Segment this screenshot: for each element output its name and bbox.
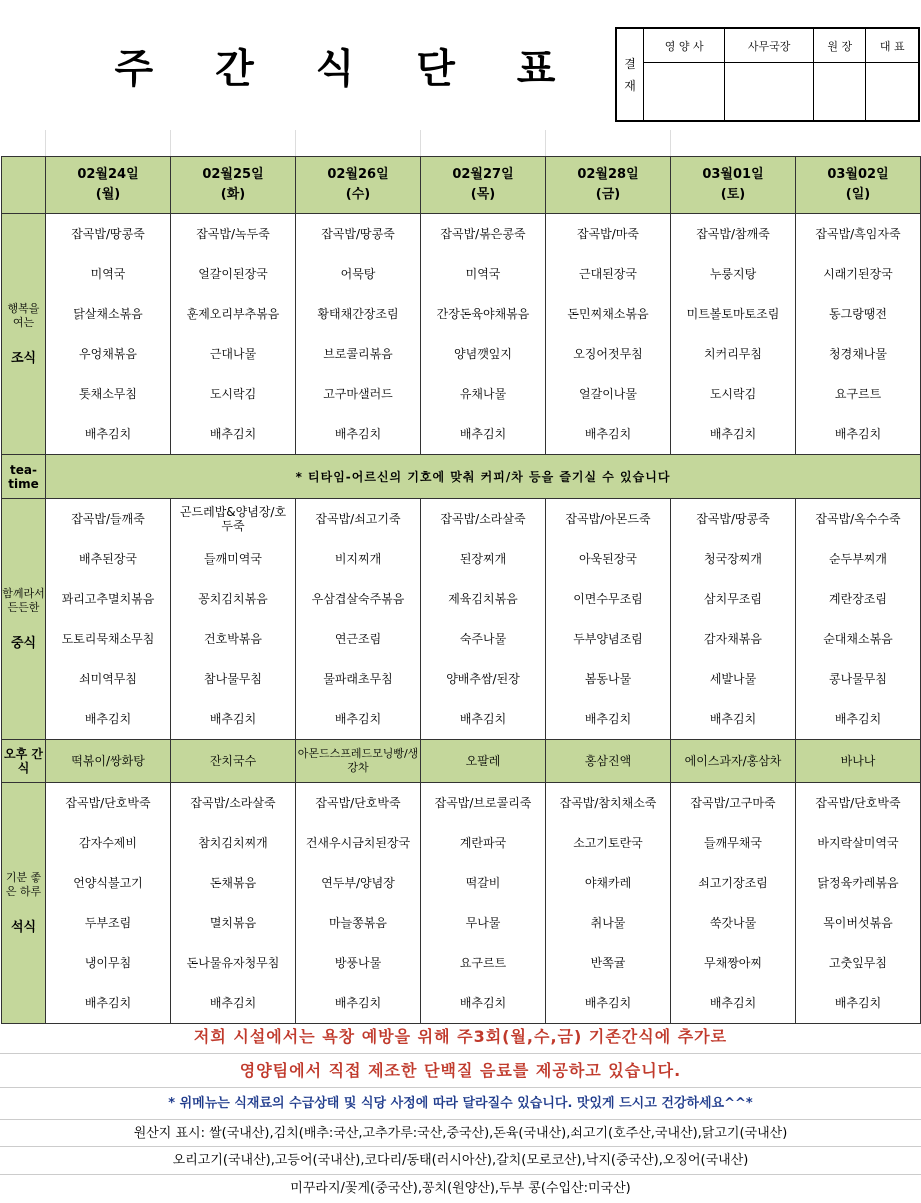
- menu-item: 누룽지탕: [709, 267, 757, 281]
- menu-item: 배추김치: [334, 996, 382, 1010]
- menu-item: 요구르트: [834, 387, 882, 401]
- menu-item: 들깨무채국: [704, 836, 762, 850]
- menu-item: 취나물: [590, 916, 626, 930]
- menu-item: 배추김치: [584, 712, 632, 726]
- menu-item: 무채짱아찌: [704, 956, 762, 970]
- menu-item: 참나물무침: [204, 672, 262, 686]
- menu-item: 물파래초무침: [323, 672, 393, 686]
- menu-item: 잡곡밥/들깨죽: [71, 512, 145, 526]
- day-header: 02월27일 (목): [421, 157, 546, 214]
- menu-item: 떡갈비: [465, 876, 501, 890]
- menu-item: 된장찌개: [459, 552, 507, 566]
- menu-item: 도토리묵채소무침: [61, 632, 155, 646]
- dinner-day-cell: [546, 783, 671, 1024]
- menu-item: 순대채소볶음: [823, 632, 893, 646]
- menu-item: 마늘쫑볶음: [329, 916, 387, 930]
- corner-cell: [2, 157, 46, 214]
- menu-item: 배추김치: [334, 712, 382, 726]
- menu-item: 잡곡밥/땅콩죽: [71, 227, 145, 241]
- menu-item: 제육김치볶음: [448, 592, 518, 606]
- origin-line-1: 원산지 표시: 쌀(국내산),김치(배추:국산,고추가루:국산,중국산),돈육(국내산),쇠고기(호주산,국내산),닭고기(국내산): [0, 1120, 921, 1147]
- dinner-day-cell: [171, 783, 296, 1024]
- menu-item: 배추김치: [584, 427, 632, 441]
- lunch-label: 함께라서 든든한 중식: [2, 499, 46, 740]
- menu-item: 잡곡밥/단호박죽: [65, 796, 151, 810]
- dinner-day-cell: [796, 783, 921, 1024]
- menu-item: 연두부/양념장: [321, 876, 395, 890]
- menu-item: 계란장조림: [829, 592, 887, 606]
- menu-item: 닭정육카레볶음: [817, 876, 899, 890]
- menu-item: 유채나물: [459, 387, 507, 401]
- snack-item: 잔치국수: [171, 740, 296, 783]
- menu-item: 배추김치: [709, 427, 757, 441]
- menu-item: 청경채나물: [829, 347, 887, 361]
- approval-role: 영 양 사: [644, 29, 725, 63]
- teatime-text: * 티타임-어르신의 기호에 맞춰 커피/차 등을 즐기실 수 있습니다: [46, 455, 921, 499]
- menu-item: 감자수제비: [79, 836, 137, 850]
- menu-item: 배추김치: [459, 996, 507, 1010]
- snack-item: 홍삼진액: [546, 740, 671, 783]
- menu-item: 두부양념조림: [573, 632, 643, 646]
- menu-item: 두부조림: [84, 916, 132, 930]
- approval-role: 원 장: [813, 29, 865, 63]
- menu-item: 곤드레밥&양념장/호두죽: [179, 505, 287, 533]
- breakfast-day-cell: [296, 214, 421, 455]
- signature-cell[interactable]: [644, 63, 725, 121]
- menu-item: 미역국: [465, 267, 501, 281]
- breakfast-day-cell: [46, 214, 171, 455]
- dinner-day-cell: [296, 783, 421, 1024]
- lunch-day-cell: [46, 499, 171, 740]
- menu-item: 배추김치: [834, 427, 882, 441]
- menu-item: 배추김치: [209, 712, 257, 726]
- menu-item: 쇠고기장조림: [698, 876, 768, 890]
- snack-label: 오후 간식: [2, 740, 46, 783]
- menu-item: 배추김치: [84, 712, 132, 726]
- breakfast-day-cell: [421, 214, 546, 455]
- menu-item: 콩나물무침: [829, 672, 887, 686]
- signature-cell[interactable]: [813, 63, 865, 121]
- menu-item: 배추김치: [459, 427, 507, 441]
- teatime-row: [2, 455, 921, 499]
- notice-line-3: * 위메뉴는 식재료의 수급상태 및 식당 사정에 따라 달라질수 있습니다. 맛있게 드시고 건강하세요^^*: [0, 1088, 921, 1120]
- page-title: 주 간 식 단 표: [114, 45, 580, 92]
- menu-item: 양배추쌈/된장: [446, 672, 520, 686]
- menu-item: 닭살채소볶음: [73, 307, 143, 321]
- menu-item: 감자채볶음: [704, 632, 762, 646]
- snack-row: [2, 740, 921, 783]
- menu-item: 잡곡밥/참깨죽: [696, 227, 770, 241]
- menu-item: 어묵탕: [340, 267, 376, 281]
- menu-item: 멸치볶음: [209, 916, 257, 930]
- menu-item: 동그랑땡전: [829, 307, 887, 321]
- menu-item: 목이버섯볶음: [823, 916, 893, 930]
- menu-item: 잡곡밥/녹두죽: [196, 227, 270, 241]
- menu-item: 잡곡밥/옥수수죽: [815, 512, 901, 526]
- menu-item: 잡곡밥/마죽: [576, 227, 639, 241]
- weekly-menu-table: [1, 156, 921, 1024]
- menu-item: 아욱된장국: [579, 552, 637, 566]
- menu-item: 봄동나물: [584, 672, 632, 686]
- menu-item: 톳채소무침: [79, 387, 137, 401]
- menu-item: 배추된장국: [79, 552, 137, 566]
- origin-line-2: 오리고기(국내산),고등어(국내산),코다리/동태(러시아산),갈치(모로코산),낙지(중국산),오징어(국내산): [0, 1147, 921, 1175]
- approval-role: 사무국장: [725, 29, 814, 63]
- menu-item: 삼치무조림: [704, 592, 762, 606]
- menu-item: 근대나물: [209, 347, 257, 361]
- snack-item: 아몬드스프레드모닝빵/생강차: [296, 740, 421, 783]
- menu-item: 우엉채볶음: [79, 347, 137, 361]
- menu-item: 미역국: [90, 267, 126, 281]
- menu-item: 잡곡밥/단호박죽: [815, 796, 901, 810]
- menu-item: 참치김치찌개: [198, 836, 268, 850]
- menu-item: 브로콜리볶음: [323, 347, 393, 361]
- approval-role: 대 표: [866, 29, 919, 63]
- menu-item: 잡곡밥/땅콩죽: [696, 512, 770, 526]
- dinner-day-cell: [46, 783, 171, 1024]
- menu-item: 잡곡밥/소라살죽: [440, 512, 526, 526]
- menu-item: 배추김치: [709, 996, 757, 1010]
- breakfast-day-cell: [546, 214, 671, 455]
- menu-item: 건새우시금치된장국: [305, 836, 411, 850]
- menu-item: 고춧잎무침: [829, 956, 887, 970]
- lunch-row: [2, 499, 921, 740]
- menu-item: 들깨미역국: [204, 552, 262, 566]
- day-header: 02월28일 (금): [546, 157, 671, 214]
- dinner-label: 기분 좋은 하루 석식: [2, 783, 46, 1024]
- menu-item: 반쪽귤: [590, 956, 626, 970]
- menu-item: 돈나물유자청무침: [186, 956, 280, 970]
- menu-item: 잡곡밥/고구마죽: [690, 796, 776, 810]
- day-header: 02월24일 (월): [46, 157, 171, 214]
- menu-item: 배추김치: [84, 427, 132, 441]
- signature-cell[interactable]: [866, 63, 919, 121]
- menu-item: 무나물: [465, 916, 501, 930]
- teatime-label: tea-time: [2, 455, 46, 499]
- menu-item: 얼갈이나물: [579, 387, 637, 401]
- menu-item: 도시락김: [209, 387, 257, 401]
- menu-item: 배추김치: [84, 996, 132, 1010]
- menu-item: 비지찌개: [334, 552, 382, 566]
- menu-item: 배추김치: [584, 996, 632, 1010]
- lunch-day-cell: [171, 499, 296, 740]
- day-header: 03월02일 (일): [796, 157, 921, 214]
- notice-line-2: 영양팀에서 직접 제조한 단백질 음료를 제공하고 있습니다.: [0, 1054, 921, 1088]
- menu-item: 계란파국: [459, 836, 507, 850]
- menu-item: 꽈리고추멸치볶음: [61, 592, 155, 606]
- snack-item: 에이스과자/홍삼차: [671, 740, 796, 783]
- breakfast-row: [2, 214, 921, 455]
- lunch-day-cell: [421, 499, 546, 740]
- lunch-day-cell: [546, 499, 671, 740]
- day-header: 02월26일 (수): [296, 157, 421, 214]
- menu-item: 배추김치: [209, 996, 257, 1010]
- menu-item: 배추김치: [334, 427, 382, 441]
- menu-item: 치커리무침: [704, 347, 762, 361]
- menu-item: 배추김치: [834, 712, 882, 726]
- menu-item: 이면수무조림: [573, 592, 643, 606]
- approval-box: [615, 27, 920, 122]
- menu-item: 쇠미역무침: [79, 672, 137, 686]
- menu-item: 잡곡밥/흑임자죽: [815, 227, 901, 241]
- menu-item: 바지락살미역국: [817, 836, 899, 850]
- menu-item: 오징어젓무침: [573, 347, 643, 361]
- menu-item: 요구르트: [459, 956, 507, 970]
- menu-item: 잡곡밥/땅콩죽: [321, 227, 395, 241]
- breakfast-day-cell: [796, 214, 921, 455]
- approval-label: 결 재: [617, 29, 644, 121]
- menu-item: 방풍나물: [334, 956, 382, 970]
- menu-item: 잡곡밥/아몬드죽: [565, 512, 651, 526]
- menu-item: 소고기토란국: [573, 836, 643, 850]
- menu-item: 배추김치: [459, 712, 507, 726]
- lunch-day-cell: [796, 499, 921, 740]
- menu-item: 냉이무침: [84, 956, 132, 970]
- origin-line-3: 미꾸라지/꽃게(중국산),꽁치(원양산),두부 콩(수입산:미국산): [290, 1181, 631, 1196]
- menu-item: 언양식불고기: [73, 876, 143, 890]
- menu-item: 꽁치김치볶음: [198, 592, 268, 606]
- date-header-row: [2, 157, 921, 214]
- menu-item: 연근조림: [334, 632, 382, 646]
- menu-item: 돈채볶음: [209, 876, 257, 890]
- lunch-day-cell: [296, 499, 421, 740]
- snack-item: 바나나: [796, 740, 921, 783]
- breakfast-day-cell: [671, 214, 796, 455]
- notice-line-1: 저희 시설에서는 욕창 예방을 위해 주3회(월,수,금) 기존간식에 추가로: [0, 1020, 921, 1054]
- snack-item: 떡볶이/쌍화탕: [46, 740, 171, 783]
- menu-item: 세발나물: [709, 672, 757, 686]
- dinner-row: [2, 783, 921, 1024]
- breakfast-label: 행복을 여는 조식: [2, 214, 46, 455]
- day-header: 03월01일 (토): [671, 157, 796, 214]
- menu-item: 배추김치: [209, 427, 257, 441]
- menu-item: 배추김치: [709, 712, 757, 726]
- menu-item: 배추김치: [834, 996, 882, 1010]
- day-header: 02월25일 (화): [171, 157, 296, 214]
- dinner-day-cell: [671, 783, 796, 1024]
- lunch-day-cell: [671, 499, 796, 740]
- menu-item: 얼갈이된장국: [198, 267, 268, 281]
- menu-item: 순두부찌개: [829, 552, 887, 566]
- menu-item: 쑥갓나물: [709, 916, 757, 930]
- menu-item: 황태채간장조림: [317, 307, 399, 321]
- menu-item: 우삼겹살숙주볶음: [311, 592, 405, 606]
- menu-item: 근대된장국: [579, 267, 637, 281]
- menu-item: 잡곡밥/참치채소죽: [559, 796, 657, 810]
- menu-item: 훈제오리부추볶음: [186, 307, 280, 321]
- menu-item: 잡곡밥/쇠고기죽: [315, 512, 401, 526]
- spreadsheet-gridlines: [0, 130, 670, 156]
- signature-cell[interactable]: [725, 63, 814, 121]
- menu-item: 미트볼토마토조림: [686, 307, 780, 321]
- menu-item: 시래기된장국: [823, 267, 893, 281]
- menu-item: 숙주나물: [459, 632, 507, 646]
- menu-item: 고구마샐러드: [323, 387, 393, 401]
- menu-item: 간장돈육야채볶음: [436, 307, 530, 321]
- snack-item: 오팔레: [421, 740, 546, 783]
- menu-item: 도시락김: [709, 387, 757, 401]
- menu-item: 청국장찌개: [704, 552, 762, 566]
- menu-item: 잡곡밥/브로콜리죽: [434, 796, 532, 810]
- menu-item: 잡곡밥/단호박죽: [315, 796, 401, 810]
- menu-item: 잡곡밥/볶은콩죽: [440, 227, 526, 241]
- dinner-day-cell: [421, 783, 546, 1024]
- menu-item: 잡곡밥/소라살죽: [190, 796, 276, 810]
- menu-item: 돈민찌채소볶음: [567, 307, 649, 321]
- breakfast-day-cell: [171, 214, 296, 455]
- menu-item: 건호박볶음: [204, 632, 262, 646]
- menu-item: 야채카레: [584, 876, 632, 890]
- menu-item: 양념깻잎지: [454, 347, 512, 361]
